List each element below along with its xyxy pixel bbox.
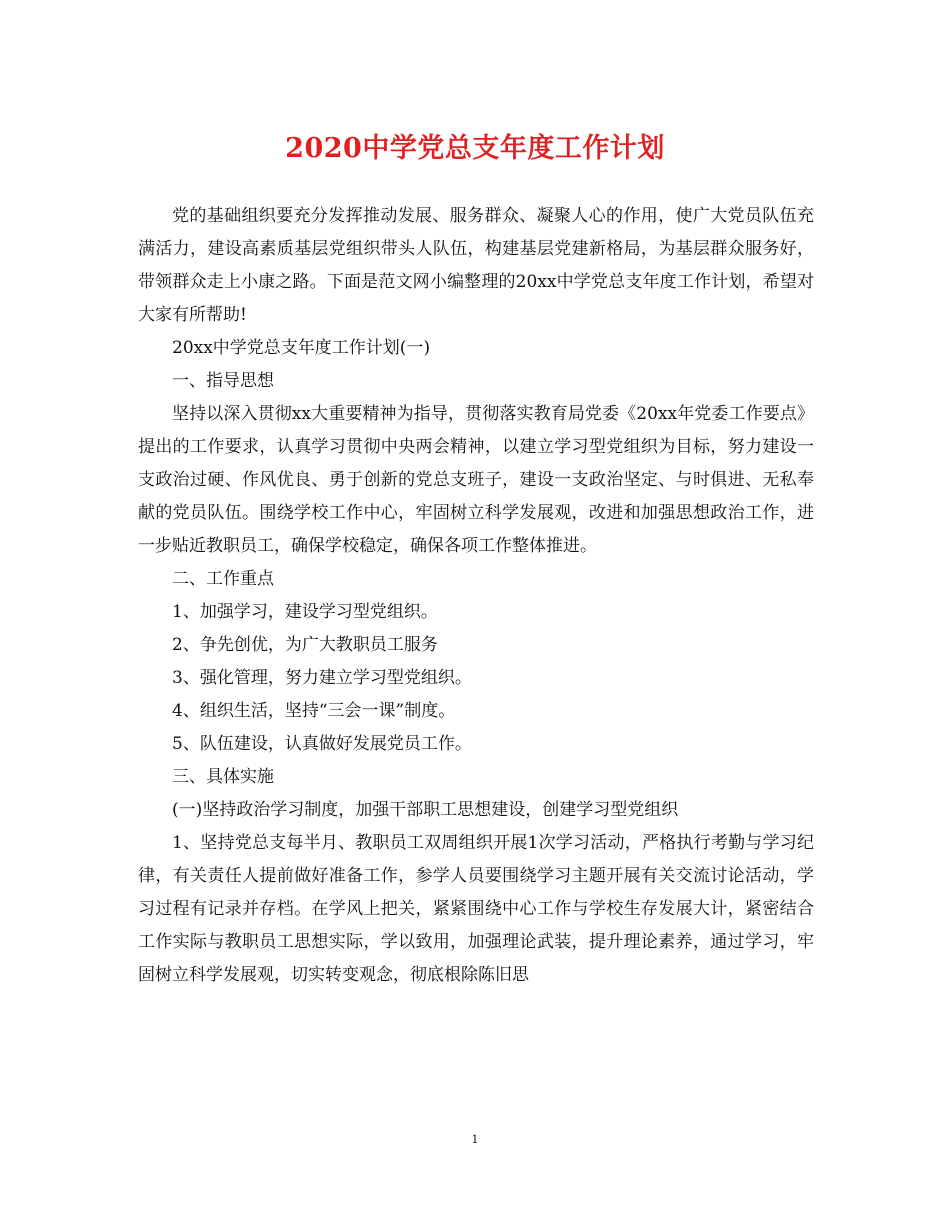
plan-subtitle: 20xx中学党总支年度工作计划(一) bbox=[172, 338, 431, 358]
work-focus-item-5: 5、队伍建设，认真做好发展党员工作。 bbox=[172, 734, 472, 754]
implementation-paragraph-1: 1、坚持党总支每半月、教职员工双周组织开展1次学习活动，严格执行考勤与学习纪律，有关责任人提前做好准备工作，参学人员要围绕学习主题开展有关交流讨论活动，学习过程有记录并存档。在学风上把关，紧紧围绕中心工作与学校生存发展大计，紧密结合工作实际与教职员工思想实际，学以致用，加强理论武装，提升理论素养，通过学习，牢固树立科学发展观，切实转变观念，彻底根除陈旧思 bbox=[138, 833, 814, 985]
intro-paragraph: 党的基础组织要充分发挥推动发展、服务群众、凝聚人心的作用，使广大党员队伍充满活力，建设高素质基层党组织带头人队伍，构建基层党建新格局，为基层群众服务好，带领群众走上小康之路。下面是范文网小编整理的20xx中学党总支年度工作计划，希望对大家有所帮助! bbox=[138, 206, 814, 325]
work-focus-item-2: 2、争先创优，为广大教职员工服务 bbox=[172, 635, 438, 655]
work-focus-item-4: 4、组织生活，坚持“三会一课”制度。 bbox=[172, 701, 456, 721]
section-heading-work-focus: 二、工作重点 bbox=[172, 569, 274, 589]
page-number: 1 bbox=[471, 1133, 479, 1146]
work-focus-item-3: 3、强化管理，努力建立学习型党组织。 bbox=[172, 668, 472, 688]
section-heading-implementation: 三、具体实施 bbox=[172, 767, 274, 787]
guiding-ideology-paragraph: 坚持以深入贯彻xx大重要精神为指导，贯彻落实教育局党委《20xx年党委工作要点》提出的工作要求，认真学习贯彻中央两会精神，以建立学习型党组织为目标，努力建设一支政治过硬、作风优良、勇于创新的党总支班子，建设一支政治坚定、与时俱进、无私奉献的党员队伍。围绕学校工作中心，牢固树立科学发展观，改进和加强思想政治工作，进一步贴近教职员工，确保学校稳定，确保各项工作整体推进。 bbox=[138, 404, 814, 556]
section-heading-guiding-ideology: 一、指导思想 bbox=[172, 371, 274, 391]
document-title: 2020中学党总支年度工作计划 bbox=[285, 133, 665, 164]
work-focus-item-1: 1、加强学习，建设学习型党组织。 bbox=[172, 602, 438, 622]
document-body bbox=[138, 200, 814, 992]
implementation-subheading-1: (一)坚持政治学习制度，加强干部职工思想建设，创建学习型党组织 bbox=[172, 800, 679, 820]
